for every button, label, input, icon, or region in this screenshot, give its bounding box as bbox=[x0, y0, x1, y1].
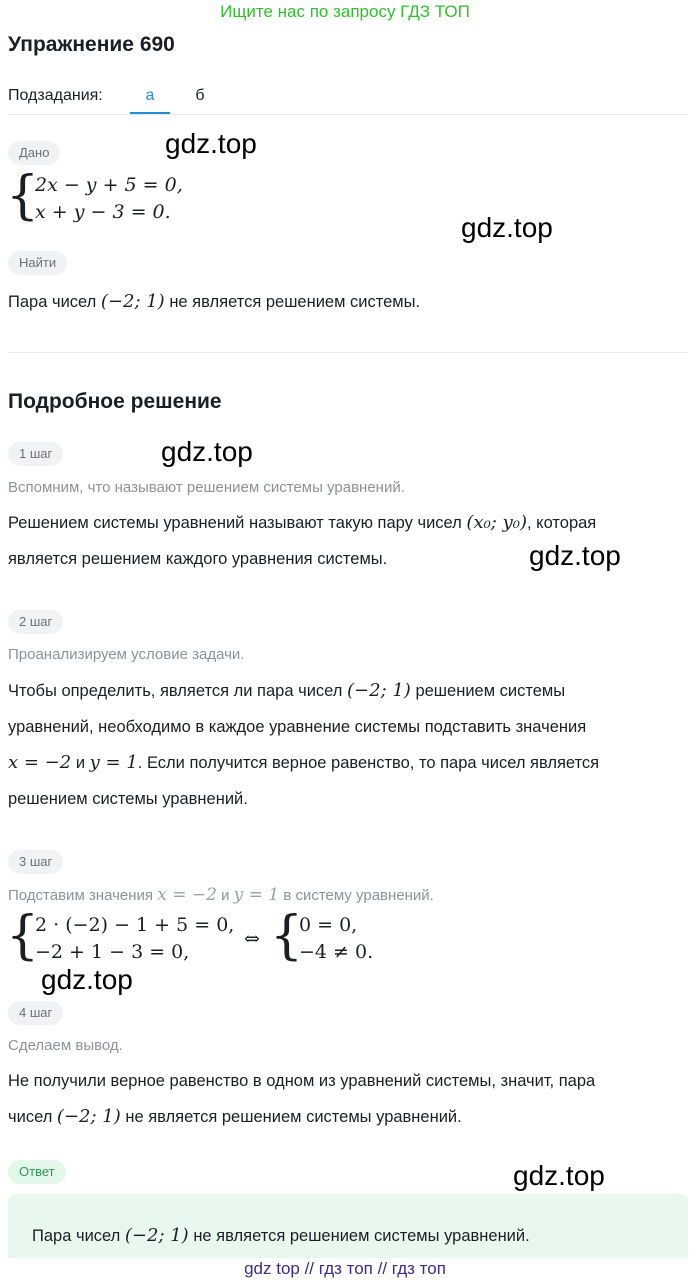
watermark: gdz.top bbox=[41, 964, 133, 995]
subtasks-label: Подзадания: bbox=[8, 87, 103, 104]
step-3-right-eq-1: 0 = 0, bbox=[299, 914, 358, 936]
given-brace: { bbox=[6, 166, 40, 226]
section-divider bbox=[8, 352, 688, 353]
step-2-line-4: решением системы уравнений. bbox=[8, 790, 248, 808]
answer-text: Пара чисел (−2; 1) не является решением системы уравнений. bbox=[32, 1225, 530, 1246]
find-chip: Найти bbox=[8, 251, 67, 275]
step-3-right-eq-2: −4 ≠ 0. bbox=[299, 941, 374, 963]
watermark: gdz.top bbox=[529, 540, 621, 571]
page-title: Упражнение 690 bbox=[8, 33, 175, 56]
step-3-right-brace: { bbox=[270, 906, 304, 966]
step-2-chip: 2 шаг bbox=[8, 610, 63, 634]
given-equation-1: 2x − y + 5 = 0, bbox=[35, 174, 183, 196]
step-3-equiv: ⇔ bbox=[244, 928, 260, 950]
step-3-hint: Подставим значения x = −2 и y = 1 в систему уравнений. bbox=[8, 885, 434, 905]
watermark: gdz.top bbox=[161, 436, 253, 467]
solution-title: Подробное решение bbox=[8, 390, 222, 413]
tabs-divider bbox=[8, 114, 688, 115]
tab-b[interactable]: б bbox=[195, 87, 205, 104]
step-2-line-1: Чтобы определить, является ли пара чисел (−2; 1) решением системы bbox=[8, 680, 566, 701]
search-banner: Ищите нас по запросу ГДЗ ТОП bbox=[220, 2, 470, 21]
step-3-left-eq-1: 2 · (−2) − 1 + 5 = 0, bbox=[35, 914, 235, 936]
step-2-hint: Проанализируем условие задачи. bbox=[8, 646, 245, 663]
step-1-hint: Вспомним, что называют решением системы уравнений. bbox=[8, 479, 405, 496]
step-3-left-eq-2: −2 + 1 − 3 = 0, bbox=[35, 941, 190, 963]
watermark: gdz.top bbox=[513, 1160, 605, 1191]
step-1-line-1: Решением системы уравнений называют такую пару чисел (x₀; y₀), которая bbox=[8, 512, 597, 533]
step-4-hint: Сделаем вывод. bbox=[8, 1037, 123, 1054]
step-3-chip: 3 шаг bbox=[8, 850, 63, 874]
given-chip: Дано bbox=[8, 141, 60, 165]
step-2-line-2: уравнений, необходимо в каждое уравнение системы подставить значения bbox=[8, 718, 587, 736]
watermark: gdz.top bbox=[461, 212, 553, 243]
step-2-line-3: x = −2 и y = 1. Если получится верное равенство, то пара чисел является bbox=[8, 752, 600, 773]
tab-a[interactable]: а bbox=[130, 80, 170, 114]
step-3-left-brace: { bbox=[6, 906, 40, 966]
find-text: Пара чисел (−2; 1) не является решением системы. bbox=[8, 291, 421, 312]
footer-links[interactable]: gdz top // гдз топ // гдз топ bbox=[244, 1259, 446, 1278]
step-1-chip: 1 шаг bbox=[8, 442, 63, 466]
step-4-line-1: Не получили верное равенство в одном из уравнений системы, значит, пара bbox=[8, 1072, 596, 1090]
step-4-chip: 4 шаг bbox=[8, 1001, 63, 1025]
given-equation-2: x + y − 3 = 0. bbox=[35, 201, 171, 223]
step-1-line-2: является решением каждого уравнения системы. bbox=[8, 550, 388, 568]
watermark: gdz.top bbox=[165, 128, 257, 159]
answer-chip: Ответ bbox=[8, 1160, 66, 1184]
step-4-line-2: чисел (−2; 1) не является решением системы уравнений. bbox=[8, 1106, 462, 1127]
